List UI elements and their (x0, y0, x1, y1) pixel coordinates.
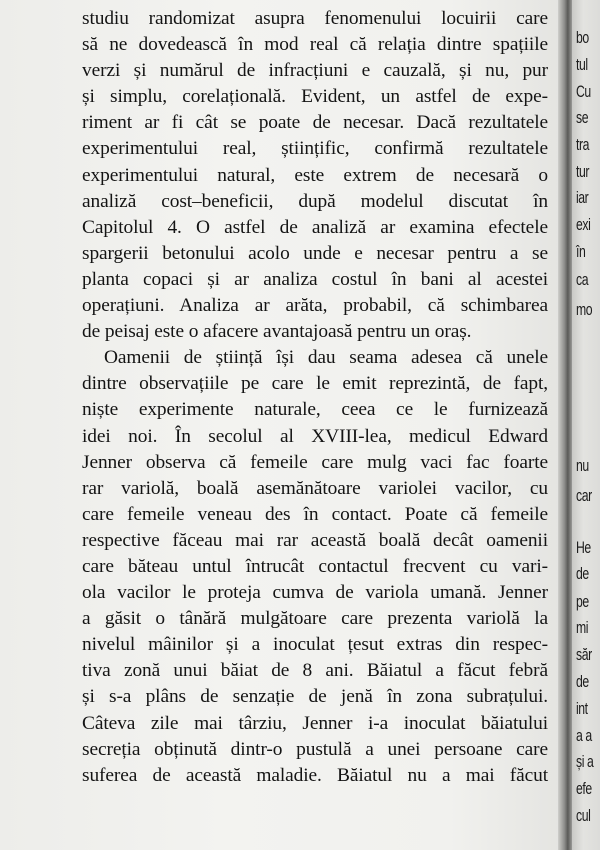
facing-page-fragment: efe (576, 779, 592, 798)
text-line: rar variolă, boală asemănătoare variolei vacilor, cu (82, 477, 548, 499)
text-line: tiva zonă unui băiat de 8 ani. Băiatul a făcut febră (82, 660, 548, 682)
text-line: ola vacilor le proteja cumva de variola umană. Jenner (82, 582, 548, 604)
text-line: Capitolul 4. O astfel de analiză ar examina efectele (82, 216, 548, 238)
facing-page-fragment: de (576, 672, 589, 691)
facing-page-fragment: mi (576, 618, 589, 637)
text-line: respective făceau mai rar această boală decât oamenii (82, 529, 548, 551)
facing-page-fragment: și a (576, 752, 594, 771)
text-line: operațiuni. Analiza ar arăta, probabil, că schimbarea (82, 295, 548, 317)
facing-page-fragment: He (576, 538, 591, 557)
text-line: și s-a plâns de senzație de jenă în zona subrațului. (82, 686, 548, 708)
text-line: care femeile veneau des în contact. Poate că femeile (82, 503, 548, 525)
body-text (82, 6, 548, 789)
text-line: suferea de această maladie. Băiatul nu a mai făcut (82, 764, 548, 786)
text-line: secreția obținută dintr-o pustulă a unei persoane care (82, 738, 548, 760)
facing-page-fragment: car (576, 486, 592, 505)
facing-page-fragment: se (576, 108, 589, 127)
text-line: analiză cost–beneficii, după modelul discutat în (82, 190, 548, 212)
text-line: Jenner observa că femeile care mulg vaci fac foarte (82, 451, 548, 473)
text-line: experimentului natural, este extrem de necesară o (82, 164, 548, 186)
book-gutter-shadow (558, 0, 572, 850)
text-line: să ne dovedească în mod real că relația dintre spațiile (82, 34, 548, 56)
facing-page (572, 0, 600, 850)
text-line: spargerii betonului acolo unde e necesar pentru a se (82, 242, 548, 264)
text-line: riment ar fi cât se poate de necesar. Dacă rezultatele (82, 112, 548, 134)
facing-page-fragment: bo (576, 28, 589, 47)
text-line: de peisaj este o afacere avantajoasă pentru un oraș. (82, 321, 472, 343)
paragraph-first-line: Oamenii de știință își dau seama adesea că unele (104, 347, 548, 369)
facing-page-fragment: ca (576, 270, 589, 289)
facing-page-fragment: în (576, 242, 586, 261)
facing-page-fragment: iar (576, 188, 589, 207)
text-line: dintre observațiile pe care le emit reprezintă, de fapt, (82, 373, 548, 395)
text-line: Câteva zile mai târziu, Jenner i-a inoculat băiatului (82, 712, 548, 734)
facing-page-fragment: săr (576, 645, 592, 664)
text-line: niște experimente naturale, ceea ce le furnizează (82, 399, 548, 421)
facing-page-fragment: mo (576, 300, 593, 319)
text-line: a găsit o tânără mulgătoare care prezenta variolă la (82, 608, 548, 630)
facing-page-fragment: Cu (576, 82, 591, 101)
facing-page-fragment: int (576, 699, 588, 718)
facing-page-fragment: exi (576, 215, 591, 234)
facing-page-fragment: de (576, 564, 589, 583)
facing-page-fragment: tur (576, 162, 589, 181)
facing-page-fragment: tul (576, 55, 588, 74)
text-line: verzi și numărul de infracțiuni e cauzală, și nu, pur (82, 60, 548, 82)
facing-page-fragment: tra (576, 135, 589, 154)
text-line: și simplu, corelațională. Evident, un astfel de expe- (82, 86, 548, 108)
text-line: studiu randomizat asupra fenomenului locuirii care (82, 8, 548, 29)
facing-page-fragment: cul (576, 806, 591, 825)
facing-page-fragment: nu (576, 456, 589, 475)
text-line: idei noi. În secolul al XVIII-lea, medicul Edward (82, 425, 548, 447)
facing-page-fragment: pe (576, 592, 589, 611)
text-line: experimentului real, științific, confirmă rezultatele (82, 138, 548, 160)
facing-page-fragment: a a (576, 726, 592, 745)
text-line: nivelul mâinilor și a inoculat țesut extras din respec- (82, 634, 548, 656)
text-line: planta copaci și ar analiza costul în bani al acestei (82, 268, 548, 290)
text-line: care băteau untul întrucât contactul frecvent cu vari- (82, 555, 548, 577)
